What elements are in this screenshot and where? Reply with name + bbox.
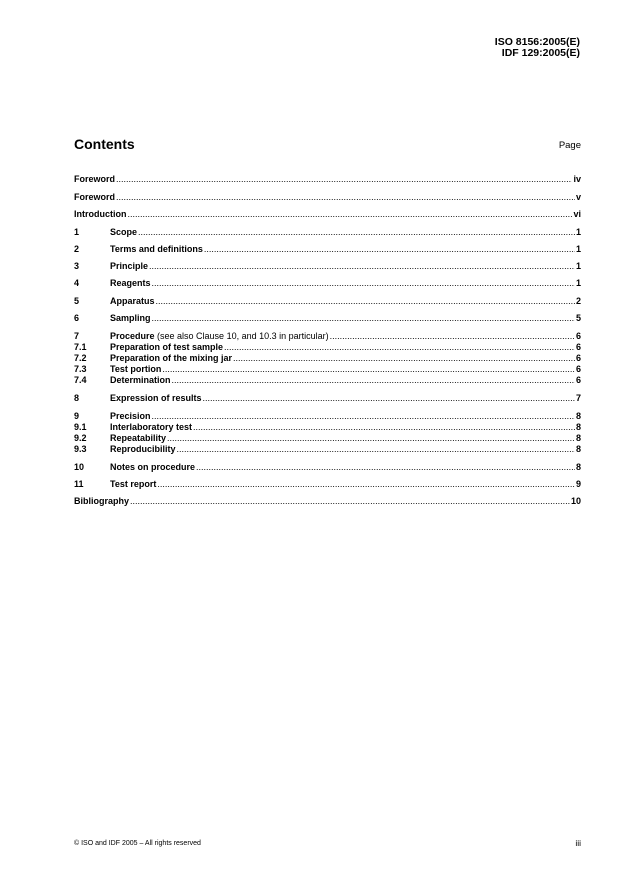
toc-entry-number: 7.1 xyxy=(74,342,87,352)
toc-entry-page: 5 xyxy=(575,313,581,323)
dot-leader xyxy=(152,278,575,289)
toc-entry-title: Test report xyxy=(110,479,157,489)
table-of-contents xyxy=(74,174,581,507)
toc-entry-title: Interlaboratory test xyxy=(110,422,193,432)
document-identifiers xyxy=(495,37,580,59)
dot-leader xyxy=(156,296,575,307)
toc-entry-title: Procedure xyxy=(110,331,155,341)
toc-entry-number: 11 xyxy=(74,479,84,489)
page-title: Contents xyxy=(74,136,135,152)
toc-entry-number: 7.3 xyxy=(74,364,87,374)
idf-identifier: IDF 129:2005(E) xyxy=(501,47,580,59)
toc-entry-page: v xyxy=(575,192,581,202)
toc-entry-page: 1 xyxy=(575,244,581,254)
toc-entry[interactable] xyxy=(74,261,581,272)
toc-entry-title: Apparatus xyxy=(110,296,155,306)
toc-entry-title: Reagents xyxy=(110,278,151,288)
copyright-notice: © ISO and IDF 2005 – All rights reserved xyxy=(74,840,201,847)
toc-entry-page: 1 xyxy=(575,227,581,237)
toc-entry-page: 8 xyxy=(575,422,581,432)
toc-entry-title: Introduction xyxy=(74,209,127,219)
toc-entry-number: 9.3 xyxy=(74,444,87,454)
toc-entry-page: vi xyxy=(573,209,581,219)
toc-entry-number: 7.2 xyxy=(74,353,87,363)
dot-leader xyxy=(203,393,575,404)
dot-leader xyxy=(138,227,575,238)
toc-entry-title: Determination xyxy=(110,375,171,385)
toc-entry-number: 1 xyxy=(74,227,80,237)
toc-entry-title: Repeatability xyxy=(110,433,167,443)
toc-entry-title: Terms and definitions xyxy=(110,244,203,254)
toc-entry-number: 9.2 xyxy=(74,433,87,443)
toc-entry-page: 9 xyxy=(575,479,581,489)
toc-entry-title: Sampling xyxy=(110,313,151,323)
toc-entry-page: 6 xyxy=(575,375,581,385)
toc-entry[interactable] xyxy=(74,433,581,444)
toc-entry-number: 3 xyxy=(74,261,80,271)
toc-entry[interactable] xyxy=(74,364,581,375)
toc-entry-number: 7.4 xyxy=(74,375,87,385)
toc-entry[interactable] xyxy=(74,209,581,220)
toc-entry[interactable] xyxy=(74,393,581,404)
toc-entry-title: Foreword xyxy=(74,192,116,202)
toc-entry-number: 5 xyxy=(74,296,80,306)
dot-leader xyxy=(196,462,575,473)
toc-entry-title: Scope xyxy=(110,227,138,237)
toc-entry[interactable] xyxy=(74,331,581,342)
toc-entry[interactable] xyxy=(74,411,581,422)
toc-entry-page: 6 xyxy=(575,353,581,363)
toc-entry-page: 8 xyxy=(575,433,581,443)
toc-entry-page: 1 xyxy=(575,261,581,271)
toc-entry-number: 7 xyxy=(74,331,80,341)
dot-leader xyxy=(116,174,572,185)
toc-entry-page: 10 xyxy=(570,496,581,506)
toc-entry[interactable] xyxy=(74,174,581,185)
toc-entry-page: 8 xyxy=(575,444,581,454)
toc-entry-number: 9 xyxy=(74,411,80,421)
toc-entry-page: 6 xyxy=(575,331,581,341)
dot-leader xyxy=(167,433,575,444)
toc-entry[interactable] xyxy=(74,479,581,490)
toc-entry[interactable] xyxy=(74,496,581,507)
toc-entry-number: 10 xyxy=(74,462,85,472)
toc-entry-number: 8 xyxy=(74,393,80,403)
toc-entry-title: Preparation of the mixing jar xyxy=(110,353,233,363)
toc-entry-title: Expression of results xyxy=(110,393,202,403)
toc-entry-page: 8 xyxy=(575,462,581,472)
dot-leader xyxy=(177,444,575,455)
toc-entry-number: 4 xyxy=(74,278,80,288)
toc-entry-title: Precision xyxy=(110,411,151,421)
toc-entry-page: iv xyxy=(573,174,581,184)
dot-leader xyxy=(204,244,575,255)
toc-entry[interactable] xyxy=(74,375,581,386)
toc-entry-title: Bibliography xyxy=(74,496,130,506)
dot-leader xyxy=(193,422,575,433)
toc-entry-page: 7 xyxy=(575,393,581,403)
dot-leader xyxy=(330,331,575,342)
toc-entry[interactable] xyxy=(74,192,581,203)
dot-leader xyxy=(128,209,573,220)
dot-leader xyxy=(172,375,575,386)
page-number: iii xyxy=(575,838,581,848)
toc-entry[interactable] xyxy=(74,444,581,455)
toc-entry-page: 6 xyxy=(575,364,581,374)
toc-entry[interactable] xyxy=(74,244,581,255)
toc-entry[interactable] xyxy=(74,227,581,238)
toc-entry-title: Test portion xyxy=(110,364,162,374)
page-column-label: Page xyxy=(558,140,581,151)
toc-entry-number: 6 xyxy=(74,313,80,323)
toc-entry[interactable] xyxy=(74,296,581,307)
dot-leader xyxy=(149,261,575,272)
toc-entry-number: 2 xyxy=(74,244,80,254)
toc-entry[interactable] xyxy=(74,353,581,364)
dot-leader xyxy=(130,496,570,507)
toc-entry-title: Notes on procedure xyxy=(110,462,196,472)
dot-leader xyxy=(233,353,575,364)
toc-entry-page: 2 xyxy=(575,296,581,306)
toc-entry-page: 1 xyxy=(575,278,581,288)
toc-entry-note: (see also Clause 10, and 10.3 in particular) xyxy=(154,331,329,341)
toc-entry[interactable] xyxy=(74,422,581,433)
dot-leader xyxy=(162,364,575,375)
iso-identifier: ISO 8156:2005(E) xyxy=(494,36,580,48)
dot-leader xyxy=(224,342,575,353)
dot-leader xyxy=(152,411,575,422)
dot-leader xyxy=(157,479,575,490)
toc-entry-title: Principle xyxy=(110,261,149,271)
toc-entry-title: Preparation of test sample xyxy=(110,342,224,352)
toc-entry[interactable] xyxy=(74,278,581,289)
toc-entry-page: 6 xyxy=(575,342,581,352)
toc-entry-title: Reproducibility xyxy=(110,444,176,454)
toc-entry-number: 9.1 xyxy=(74,422,87,432)
dot-leader xyxy=(152,313,575,324)
toc-entry-title: Foreword xyxy=(74,174,116,184)
toc-entry[interactable] xyxy=(74,313,581,324)
toc-entry[interactable] xyxy=(74,342,581,353)
dot-leader xyxy=(116,192,575,203)
toc-entry[interactable] xyxy=(74,462,581,473)
toc-entry-page: 8 xyxy=(575,411,581,421)
